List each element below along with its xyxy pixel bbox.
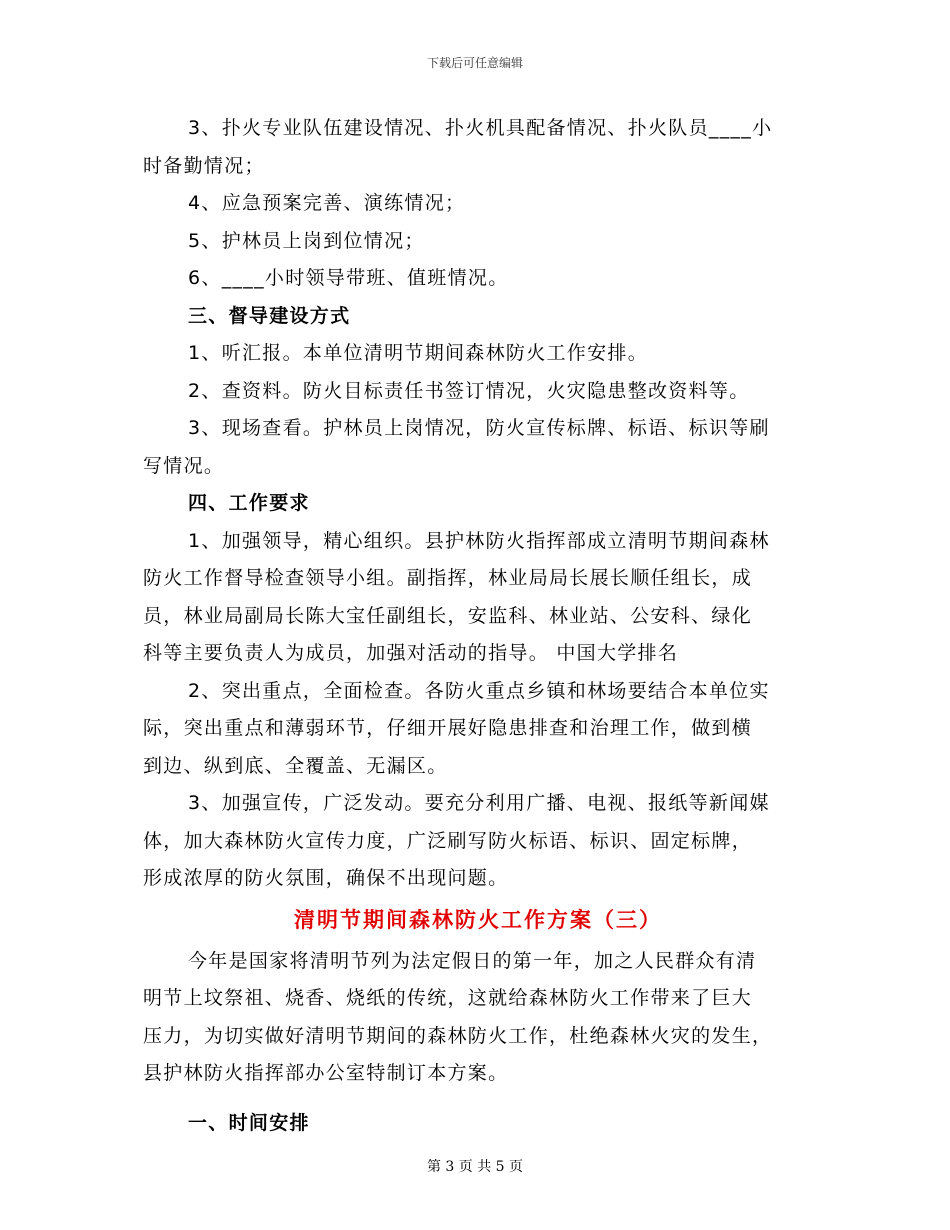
text-line: 3、加强宣传，广泛发动。要充分利用广播、电视、报纸等新闻媒: [188, 792, 770, 814]
text-line: 县护林防火指挥部办公室特制订本方案。: [143, 1062, 509, 1084]
text-line: 时备勤情况；: [143, 154, 265, 177]
text-line: 际，突出重点和薄弱环节，仔细开展好隐患排查和治理工作，做到横: [143, 717, 753, 739]
text-line: 2、突出重点，全面检查。各防火重点乡镇和林场要结合本单位实: [188, 679, 770, 702]
text-line: 1、加强领导，精心组织。县护林防火指挥部成立清明节期间森林: [188, 529, 770, 552]
text-line: 写情况。: [143, 454, 225, 477]
document-body: [143, 110, 813, 1142]
section-heading: 一、时间安排: [188, 1111, 310, 1134]
text-line: 员，林业局副局长陈大宝任副组长，安监科、林业站、公安科、绿化: [143, 604, 753, 627]
document-title: 清明节期间森林防火工作方案（三）: [294, 907, 662, 932]
text-line: 体，加大森林防火宣传力度，广泛刷写防火标语、标识、固定标牌，: [143, 829, 753, 852]
text-line: 6、____小时领导带班、值班情况。: [188, 267, 509, 289]
text-line: 压力，为切实做好清明节期间的森林防火工作，杜绝森林火灾的发生，: [143, 1024, 773, 1047]
page-footer: 第 3 页 共 5 页: [426, 1159, 524, 1175]
text-line: 今年是国家将清明节列为法定假日的第一年，加之人民群众有清: [188, 949, 757, 972]
text-line: 2、查资料。防火目标责任书签订情况，火灾隐患整改资料等。: [188, 379, 750, 402]
text-line: 明节上坟祭祖、烧香、烧纸的传统，这就给森林防火工作带来了巨大: [143, 987, 753, 1009]
text-line: 科等主要负责人为成员，加强对活动的指导。 中国大学排名: [143, 642, 679, 664]
text-line: 4、应急预案完善、演练情况；: [188, 192, 466, 214]
text-line: 到边、纵到底、全覆盖、无漏区。: [143, 754, 448, 777]
text-line: 形成浓厚的防火氛围，确保不出现问题。: [143, 867, 509, 889]
text-line: 3、现场查看。护林员上岗情况，防火宣传标牌、标语、标识等刷: [188, 417, 770, 439]
section-heading: 四、工作要求: [188, 492, 310, 514]
text-line: 防火工作督导检查领导小组。副指挥，林业局局长展长顺任组长，成: [143, 567, 753, 589]
section-heading: 三、督导建设方式: [188, 304, 351, 327]
text-line: 3、扑火专业队伍建设情况、扑火机具配备情况、扑火队员____小: [188, 117, 773, 139]
text-line: 5、护林员上岗到位情况；: [188, 229, 425, 252]
page-header: 下载后可任意编辑: [426, 56, 523, 70]
text-line: 1、听汇报。本单位清明节期间森林防火工作安排。: [188, 342, 648, 364]
